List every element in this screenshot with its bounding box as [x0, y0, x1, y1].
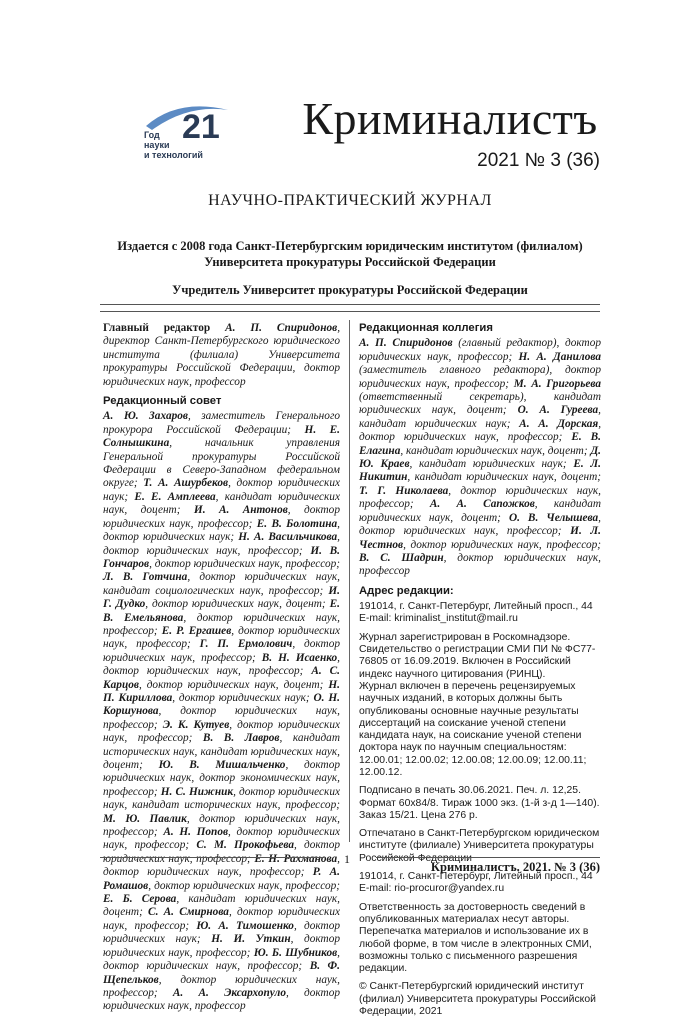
logo-line-1: Год [144, 130, 160, 140]
council-member-desc: , доктор юридических наук, профессор; [103, 638, 340, 664]
council-member-name: Р. А. Ромашов [103, 866, 340, 892]
council-member-desc: , доктор юридических наук, профессор; [103, 973, 340, 999]
council-member-name: Ю. А. Тимошенко [196, 919, 294, 932]
council-member-desc: , доктор юридических наук, профессор; [103, 906, 340, 932]
printed-at: Отпечатано в Санкт-Петербургском юридическом институте (филиале) Университета прокуратуры Российской Федерации [359, 828, 600, 864]
logo-line-2: науки [144, 140, 170, 150]
council-member-name: Е. Р. Ергашев [161, 624, 232, 637]
council-member-desc: , доктор юридических наук, профессор; [103, 651, 340, 678]
board-member-desc: , доктор юридических наук, профессор [359, 551, 601, 578]
council-list [103, 410, 340, 1013]
council-member-desc: , доктор юридических наук, профессор; [103, 826, 340, 852]
board-member-desc: (главный редактор), доктор юридических наук, профессор; [359, 337, 602, 363]
council-member-name: Е. Б. Серова [103, 893, 177, 906]
board-member-desc: , кандидат юридических наук; [359, 404, 601, 430]
council-member-name: Т. А. Ашурбеков [143, 477, 229, 490]
logo-number: 21 [182, 108, 220, 146]
council-member-desc: , доктор юридических наук, кандидат исторических наук, профессор; [103, 785, 340, 812]
council-member-desc: , доктор юридических наук, профессор; [103, 839, 340, 865]
council-member-name: Е. Н. Рахманова [254, 852, 338, 865]
board-member-name: Т. Г. Николаева [359, 484, 449, 497]
journal-title: Криминалистъ [302, 93, 598, 144]
council-member-name: А. Н. Попов [163, 826, 229, 839]
council-member-desc: , доктор юридических наук, профессор; [103, 531, 340, 557]
footer-divider-left [100, 857, 324, 858]
council-member-desc: , начальник управления Генеральной прокуратуры Российской Федерации в Северо-Западном федеральном округе; [103, 437, 340, 490]
council-member-desc: , доктор юридических наук, профессор; [148, 879, 340, 892]
council-member-name: И. В. Гончаров [103, 544, 340, 570]
address-line: 191014, г. Санкт-Петербург, Литейный просп., 44 [359, 601, 593, 613]
council-member-desc: , кандидат исторических наук, кандидат юридических наук, доцент; [103, 732, 340, 771]
council-member-desc: , доктор юридических наук, профессор; [103, 718, 340, 745]
board-member-name: В. С. Шадрин [359, 551, 444, 564]
board-member-desc: (ответственный секретарь), кандидат юридических наук, доцент; [359, 391, 601, 417]
board-member-name: А. А. Дорская [519, 417, 599, 430]
council-member-desc: , доктор юридических наук, профессор [103, 986, 340, 1013]
chief-editor-desc: , директор Санкт-Петербургского юридического института (филиала) Университета прокуратуры Российской Федерации, доктор юридических наук, профессор [103, 322, 341, 388]
council-member-name: Н. А. Васильчикова [238, 531, 338, 544]
board-member-desc: , кандидат юридических наук, доцент; [407, 471, 601, 484]
council-member-desc: , доктор юридических наук, профессор; [103, 812, 340, 839]
council-member-name: Н. П. Кириллова [103, 678, 340, 704]
council-member-name: Е. В. Емельянова [103, 598, 340, 624]
printer-address-line: 191014, г. Санкт-Петербург, Литейный просп., 44 [359, 871, 593, 883]
board-list [359, 337, 601, 578]
founder-statement: Учредитель Университет прокуратуры Российской Федерации [172, 283, 528, 297]
council-member-name: И. А. Антонов [193, 504, 288, 517]
council-member-name: А. С. Карцов [103, 665, 340, 691]
issue-number: 2021 № 3 (36) [477, 150, 600, 171]
registration-info: Журнал зарегистрирован в Роскомнадзоре. Свидетельство о регистрации СМИ ПИ № ФС77-76805 от 16.09.2019. Включен в Российский индекс научного цитирования (РИНЦ). [359, 631, 596, 680]
council-member-desc: , доктор юридических наук, профессор; [103, 705, 340, 731]
board-heading: Редакционная коллегия [359, 322, 493, 334]
board-member-name: Е. Л. Никитин [359, 458, 601, 484]
council-member-name: В. Ф. Щепельков [103, 960, 340, 986]
board-member-name: Н. А. Данилова [518, 350, 601, 363]
year-of-science-logo [138, 96, 234, 168]
board-member-name: М. А. Григорьева [513, 377, 601, 390]
council-member-desc: , доктор юридических наук, профессор; [103, 852, 340, 879]
council-member-name: Н. С. Нижник [160, 785, 234, 798]
council-member-desc: , доктор юридических наук, профессор; [103, 933, 340, 959]
chief-editor-block [103, 322, 340, 389]
council-member-desc: , доктор юридических наук, профессор; [103, 611, 340, 637]
footer-divider-right [376, 857, 600, 858]
council-member-desc: , доктор юридических наук; [103, 919, 340, 946]
board-member-desc: , доктор юридических наук, профессор; [359, 511, 601, 538]
council-member-desc: , доктор юридических наук; [103, 477, 340, 503]
publisher-statement: Издается с 2008 года Санкт-Петербургским юридическим институтом (филиалом) Университета прокуратуры Российской Федерации [117, 239, 583, 269]
editorial-address [359, 601, 601, 626]
board-member-desc: , кандидат юридических наук, доцент; [400, 444, 591, 457]
logo-line-3: и технологий [144, 150, 203, 160]
council-member-desc: , доктор юридических наук, профессор; [103, 624, 340, 651]
vak-info: Журнал включен в перечень рецензируемых научных изданий, в которых должны быть опубликованы основные научные результаты диссертаций на соискание ученой степени кандидата наук, на соискание ученой степени доктора наук по научным специальностям: 12.00.01; 12.00.02; 12.00.08; 12.00.09; 12.00.11; 12.00.12. [359, 680, 587, 778]
responsibility-note: Ответственность за достоверность сведений в опубликованных материалах несут авторы. Перепечатка материалов и использование их в любой форме, в том числе в электронных СМИ, возможны только с письменного разрешения редакции. [359, 901, 592, 975]
council-member-name: А. Ю. Захаров [103, 410, 188, 423]
council-member-name: Ю. В. Мишальченко [158, 759, 286, 771]
council-member-desc: , доктор юридических наук, профессор; [103, 504, 340, 530]
left-column [103, 322, 340, 1014]
council-member-name: Н. Е. Солнышкина [103, 423, 341, 450]
council-member-desc: , кандидат юридических наук, доцент; [103, 893, 340, 919]
board-member-name: А. А. Сапожков [429, 498, 535, 511]
council-member-name: Е. Е. Амплеева [134, 490, 216, 503]
print-info: Подписано в печать 30.06.2021. Печ. л. 12,25. Формат 60х84/8. Тираж 1000 экз. (1-й з-д 1—140). Заказ 15/21. Цена 276 р. [359, 785, 600, 821]
council-member-desc: , доктор юридических наук; [103, 517, 340, 544]
council-member-name: Е. В. Болотина [256, 517, 338, 530]
printer-email: E-mail: rio-procuror@yandex.ru [359, 883, 505, 895]
council-member-desc: , кандидат юридических наук, доцент; [103, 490, 340, 517]
board-member-name: А. П. Спиридонов [359, 337, 453, 350]
council-member-desc: , заместитель Генерального прокурора Российской Федерации; [103, 410, 340, 436]
council-member-desc: , доктор юридических наук, кандидат социологических наук, профессор; [103, 571, 340, 597]
council-member-name: Г. П. Ермолович [199, 638, 293, 651]
council-member-desc: , доктор юридических наук, профессор; [149, 557, 340, 570]
council-member-name: О. Н. Коршунова [103, 691, 340, 718]
page-number: 1 [344, 852, 350, 866]
journal-subtitle: НАУЧНО-ПРАКТИЧЕСКИЙ ЖУРНАЛ [208, 192, 492, 209]
top-divider [100, 304, 600, 305]
column-divider [349, 320, 350, 842]
right-column [359, 322, 601, 1018]
council-member-desc: , доктор юридических наук; [172, 691, 314, 704]
council-member-name: И. Г. Дудко [103, 584, 340, 611]
board-member-desc: , доктор юридических наук, профессор; [359, 417, 602, 444]
council-member-name: А. А. Эксархопуло [172, 986, 286, 999]
board-member-name: О. А. Гуреева [517, 404, 599, 417]
council-member-desc: , доктор юридических наук, профессор; [103, 946, 340, 973]
footer-journal-title: Криминалистъ. 2021. № 3 (36) [430, 860, 600, 874]
board-member-name: О. В. Челышева [508, 511, 599, 524]
board-member-desc: (заместитель главного редактора), доктор юридических наук, профессор; [359, 364, 601, 390]
council-member-desc: , доктор юридических наук, доктор экономических наук, профессор; [103, 759, 341, 798]
board-member-desc: , кандидат юридических наук; [409, 458, 574, 471]
council-member-name: Ю. Б. Шубников [253, 946, 338, 959]
council-member-name: С. А. Смирнова [148, 906, 229, 919]
chief-editor-heading: Главный редактор [103, 322, 211, 334]
editorial-email: E-mail: kriminalist_institut@mail.ru [359, 613, 518, 625]
council-member-name: Э. К. Кутуев [162, 718, 230, 731]
board-member-desc: , кандидат юридических наук, доцент; [359, 498, 601, 524]
copyright: © Санкт-Петербургский юридический институт (филиал) Университета прокуратуры Российской Федерации, 2021 [359, 981, 596, 1018]
board-member-name: Д. Ю. Краев [359, 444, 601, 471]
top-divider-2 [100, 311, 600, 312]
chief-editor-name: А. П. Спиридонов [225, 322, 338, 334]
council-member-name: М. Ю. Павлик [103, 812, 187, 825]
council-member-name: В. Н. Исаенко [261, 651, 338, 664]
council-member-desc: , доктор юридических наук, доцент; [145, 598, 330, 611]
board-member-desc: , доктор юридических наук, профессор; [359, 484, 601, 511]
board-member-name: Е. В. Елагина [359, 431, 601, 457]
address-heading: Адрес редакции: [359, 584, 454, 597]
council-member-name: В. В. Лавров [202, 732, 280, 745]
board-member-desc: , доктор юридических наук, профессор; [403, 538, 601, 551]
council-member-desc: , доктор юридических наук, доцент; [138, 678, 329, 691]
council-member-name: Л. В. Готчина [103, 571, 188, 584]
council-member-name: Н. И. Уткин [211, 933, 291, 946]
council-heading: Редакционный совет [103, 395, 222, 408]
board-member-name: И. Л. Честнов [359, 525, 601, 551]
council-member-name: С. М. Прокофьева [196, 839, 294, 852]
